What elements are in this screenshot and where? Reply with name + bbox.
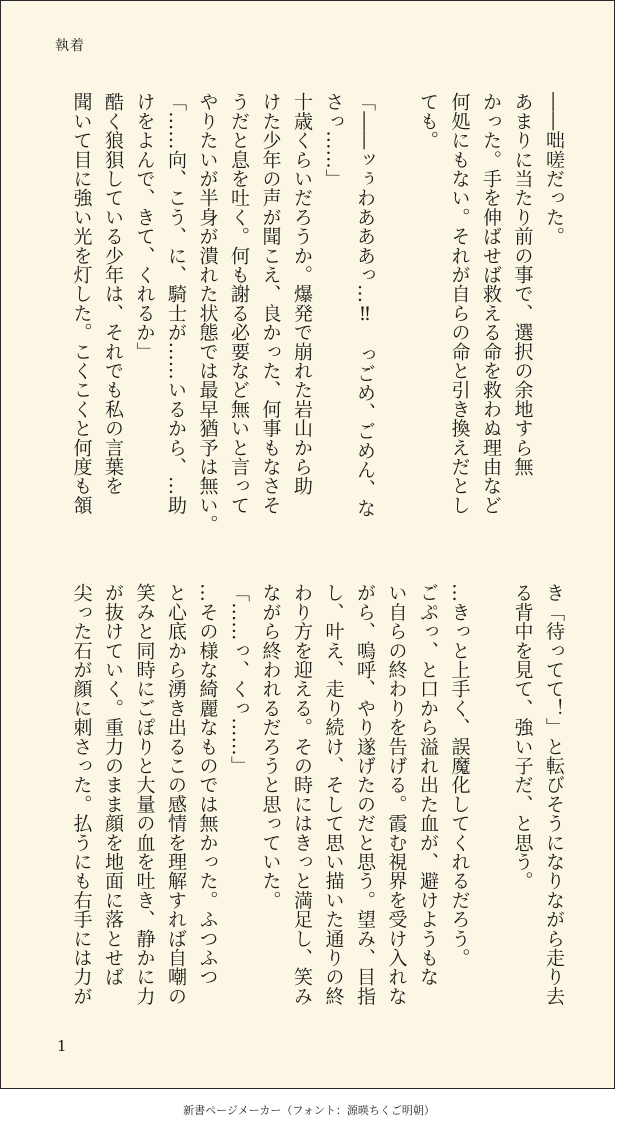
text-line: 聞いて目に強い光を灯した。こくこくと何度も頷 [70, 92, 93, 515]
text-line: 「……向、こう、に、騎士が……いるから、…助 [165, 92, 187, 515]
text-line: ――咄嗟だった。 [543, 92, 565, 246]
text-line: やりたいが半身が潰れた状態では最早猶予は無い。 [196, 92, 219, 534]
text-line: あまりに当たり前の事で、選択の余地すら無 [511, 92, 534, 476]
upper-text-block [65, 92, 569, 546]
text-line: る背中を見て、強い子だ、と思う。 [511, 583, 534, 891]
text-line: かった。手を伸ばせば救える命を救わぬ理由など [480, 92, 502, 515]
text-line: …きっと上手く、誤魔化してくれるだろう。 [448, 583, 471, 967]
text-line: 十歳くらいだろうか。爆発で崩れた岩山から助 [291, 92, 313, 496]
text-line: ても。 [417, 92, 439, 150]
text-line: し、叶え、走り続け、そして思い描いた通りの終 [322, 583, 345, 1006]
text-line: ごぷっ、と口から溢れ出た血が、避けようもな [417, 583, 439, 987]
text-line: 酷く狼狽している少年は、それでも私の言葉を [102, 92, 124, 496]
text-line: 「――ッぅわあああっ…‼ っごめ、ごめん、な [354, 92, 376, 518]
text-line [475, 583, 507, 1037]
text-line: 尖った石が顔に刺さった。払うにも右手には力が [70, 583, 93, 1006]
text-line: 「……っ、くっ……」 [228, 583, 250, 775]
page-number: 1 [57, 1037, 67, 1055]
text-line: けをよんで、きて、くれるか」 [133, 92, 156, 361]
text-line: がら、嗚呼、やり遂げたのだと思う。望み、目指 [354, 583, 376, 1006]
text-line: うだと息を吐く。何も謝る必要など無いと言って [228, 92, 250, 515]
chapter-title: 執着 [55, 38, 85, 54]
text-line: けた少年の声が聞こえ、良かった、何事もなさそ [259, 92, 282, 515]
text-line: い自らの終わりを告げる。霞む視界を受け入れな [385, 583, 408, 1006]
text-line: 笑みと同時にごぽりと大量の血を吐き、静かに力 [133, 583, 156, 1006]
text-line [380, 92, 412, 546]
lower-text-block [65, 583, 569, 1037]
text-line: ながら終われるだろうと思っていた。 [259, 583, 282, 910]
footer-credit: 新書ページメーカー（フォント：源暎ちくご明朝） [183, 1104, 435, 1117]
text-line: と心底から湧き出るこの感情を理解すれば自嘲の [165, 583, 187, 1006]
text-line: …その様な綺麗なものでは無かった。ふつふつ [196, 583, 219, 987]
text-line: が抜けていく。重力のまま顔を地面に落とせば [102, 583, 124, 987]
text-line: わり方を迎える。その時にはきっと満足し、笑み [291, 583, 313, 1006]
text-line: 何処にもない。それが自らの命と引き換えだとし [448, 92, 471, 515]
text-line: さっ……」 [322, 92, 345, 188]
text-line: き「待ってて！」と転びそうになりながら走り去 [543, 583, 565, 1006]
